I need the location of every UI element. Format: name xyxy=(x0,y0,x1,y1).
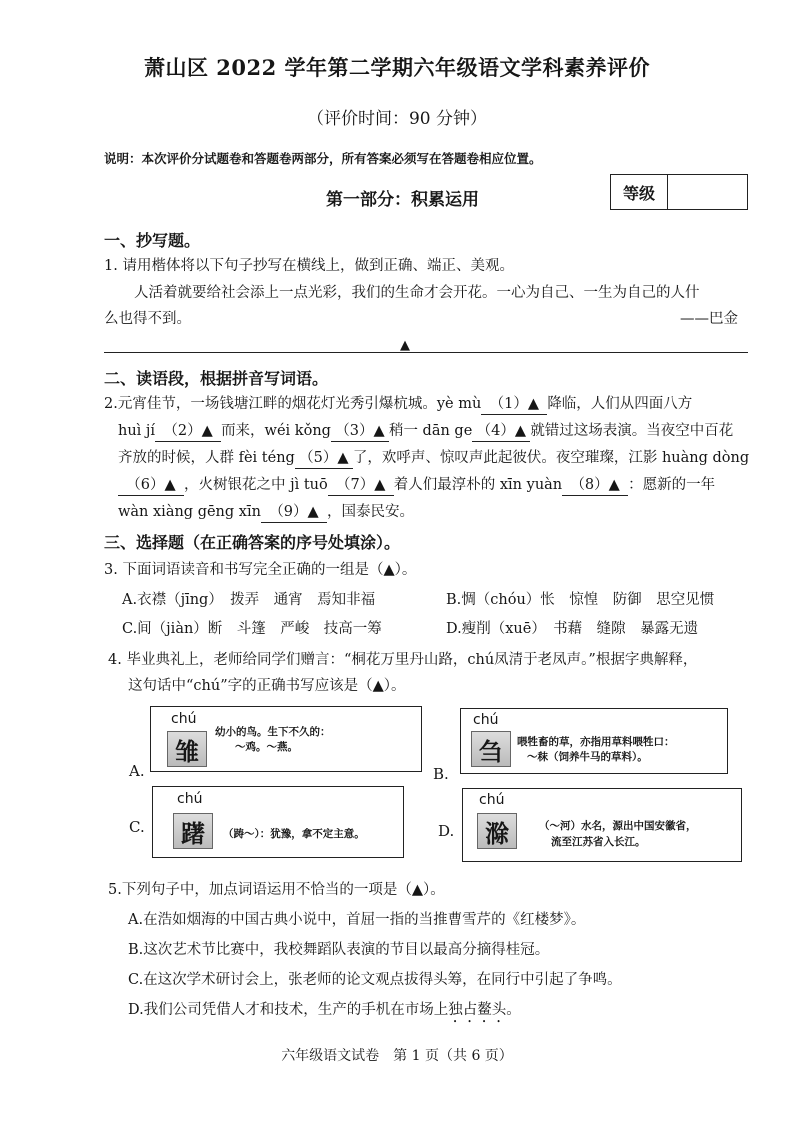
q4-option-d[interactable]: chú 滁 （～河）水名，源出中国安徽省， 流至江苏省入长江。 xyxy=(462,788,742,862)
copy-line[interactable] xyxy=(104,352,748,353)
blank-4[interactable]: （4）▲ xyxy=(472,421,530,442)
q5-option-a[interactable]: A.在浩如烟海的中国古典小说中，首屈一指的当推曹雪芹的《红楼梦》。 xyxy=(128,912,586,928)
q3-option-b[interactable]: B.惆（chóu）怅 惊惶 防御 思空见惯 xyxy=(446,592,715,608)
passage-line-2: huì jí （2）▲ 而来，wéi kǒng （3）▲ 稍一 dān ge （4）▲ 就错过这场表演。当夜空中百花 xyxy=(118,421,733,442)
blank-9[interactable]: （9）▲ xyxy=(261,502,327,523)
quote-author: ——巴金 xyxy=(680,311,738,327)
page-title: 萧山区 2022 学年第二学期六年级语文学科素养评价 xyxy=(143,55,651,80)
blank-3[interactable]: （3）▲ xyxy=(331,421,389,442)
question-1: 1. 请用楷体将以下句子抄写在横线上，做到正确、端正、美观。 xyxy=(104,258,514,274)
question-3: 3. 下面词语读音和书写完全正确的一组是（▲）。 xyxy=(104,562,417,578)
q4-option-c[interactable]: chú 躇 （踌～）：犹豫，拿不定主意。 xyxy=(152,786,404,858)
section-3-heading: 三、选择题（在正确答案的序号处填涂）。 xyxy=(104,533,401,552)
passage-line-1: 2.元宵佳节，一场钱塘江畔的烟花灯光秀引爆杭城。yè mù （1）▲ 降临，人们从四面八方 xyxy=(104,394,692,415)
dotted-phrase: 独占鳌头 xyxy=(448,1002,507,1018)
passage-line-4: （6）▲ ，火树银花之中 jì tuō （7）▲ 着人们最淳朴的 xīn yuàn （8）▲ ：愿新的一年 xyxy=(118,475,715,496)
q3-option-a[interactable]: A.衣襟（jīng） 拨弄 通宵 焉知非福 xyxy=(122,592,376,608)
char-card: 滁 xyxy=(477,813,517,849)
question-4-line-2: 这句话中“chú”字的正确书写应该是（▲）。 xyxy=(128,678,406,694)
section-2-heading: 二、读语段，根据拼音写词语。 xyxy=(104,369,329,388)
question-5: 5.下列句子中，加点词语运用不恰当的一项是（▲）。 xyxy=(108,882,445,898)
char-card: 雏 xyxy=(167,731,207,767)
blank-2[interactable]: （2）▲ xyxy=(155,421,221,442)
page-footer: 六年级语文试卷 第 1 页（共 6 页） xyxy=(281,1048,513,1064)
q3-option-c[interactable]: C.间（jiàn）断 斗篷 严峻 技高一筹 xyxy=(122,621,382,637)
q5-option-b[interactable]: B.这次艺术节比赛中，我校舞蹈队表演的节目以最高分摘得桂冠。 xyxy=(128,942,550,958)
blank-6[interactable]: （6）▲ xyxy=(118,475,184,496)
blank-5[interactable]: （5）▲ xyxy=(295,448,353,469)
passage-line-3: 齐放的时候，人群 fèi téng （5）▲ 了，欢呼声、惊叹声此起彼伏。夜空璀璨，江影 huàng dòng xyxy=(118,448,749,469)
instructions-note: 说明：本次评价分试题卷和答题卷两部分，所有答案必须写在答题卷相应位置。 xyxy=(104,151,542,166)
quote-line-2: 么也得不到。 xyxy=(104,311,191,327)
q4-option-c-letter[interactable]: C. xyxy=(129,818,145,836)
question-4-line-1: 4. 毕业典礼上，老师给同学们赠言：“桐花万里丹山路，chú凤清于老凤声。”根据字典解释， xyxy=(108,652,698,668)
q4-option-a[interactable]: chú 雏 幼小的鸟。生下不久的： ～鸡。～燕。 xyxy=(150,706,422,772)
exam-duration: （评价时间：90 分钟） xyxy=(306,109,488,129)
quote-line-1: 人活着就要给社会添上一点光彩，我们的生命才会开花。一心为自己、一生为自己的人什 xyxy=(134,285,700,301)
char-card: 刍 xyxy=(471,731,511,767)
q5-option-d[interactable]: D.我们公司凭借人才和技术，生产的手机在市场上独占鳌头。 xyxy=(128,1002,521,1018)
q3-option-d[interactable]: D.瘦削（xuē） 书藉 缝隙 暴露无遗 xyxy=(446,621,699,637)
grade-label: 等级 xyxy=(611,175,668,209)
blank-1[interactable]: （1）▲ xyxy=(481,394,547,415)
q4-option-b-letter[interactable]: B. xyxy=(433,765,449,783)
grade-box xyxy=(610,174,748,210)
blank-8[interactable]: （8）▲ xyxy=(562,475,628,496)
grade-field[interactable] xyxy=(668,175,747,209)
part-title: 第一部分：积累运用 xyxy=(326,190,479,210)
q4-option-d-letter[interactable]: D. xyxy=(438,822,455,840)
q5-option-c[interactable]: C.在这次学术研讨会上，张老师的论文观点拔得头筹，在同行中引起了争鸣。 xyxy=(128,972,622,988)
q4-option-b[interactable]: chú 刍 喂牲畜的草，亦指用草料喂牲口： ～秣（饲养牛马的草料）。 xyxy=(460,708,728,774)
answer-marker: ▲ xyxy=(400,338,410,353)
blank-7[interactable]: （7）▲ xyxy=(328,475,394,496)
passage-line-5: wàn xiàng gēng xīn （9）▲ ，国泰民安。 xyxy=(118,502,414,523)
section-1-heading: 一、抄写题。 xyxy=(104,231,201,250)
char-card: 躇 xyxy=(173,813,213,849)
q4-option-a-letter[interactable]: A. xyxy=(129,762,145,780)
